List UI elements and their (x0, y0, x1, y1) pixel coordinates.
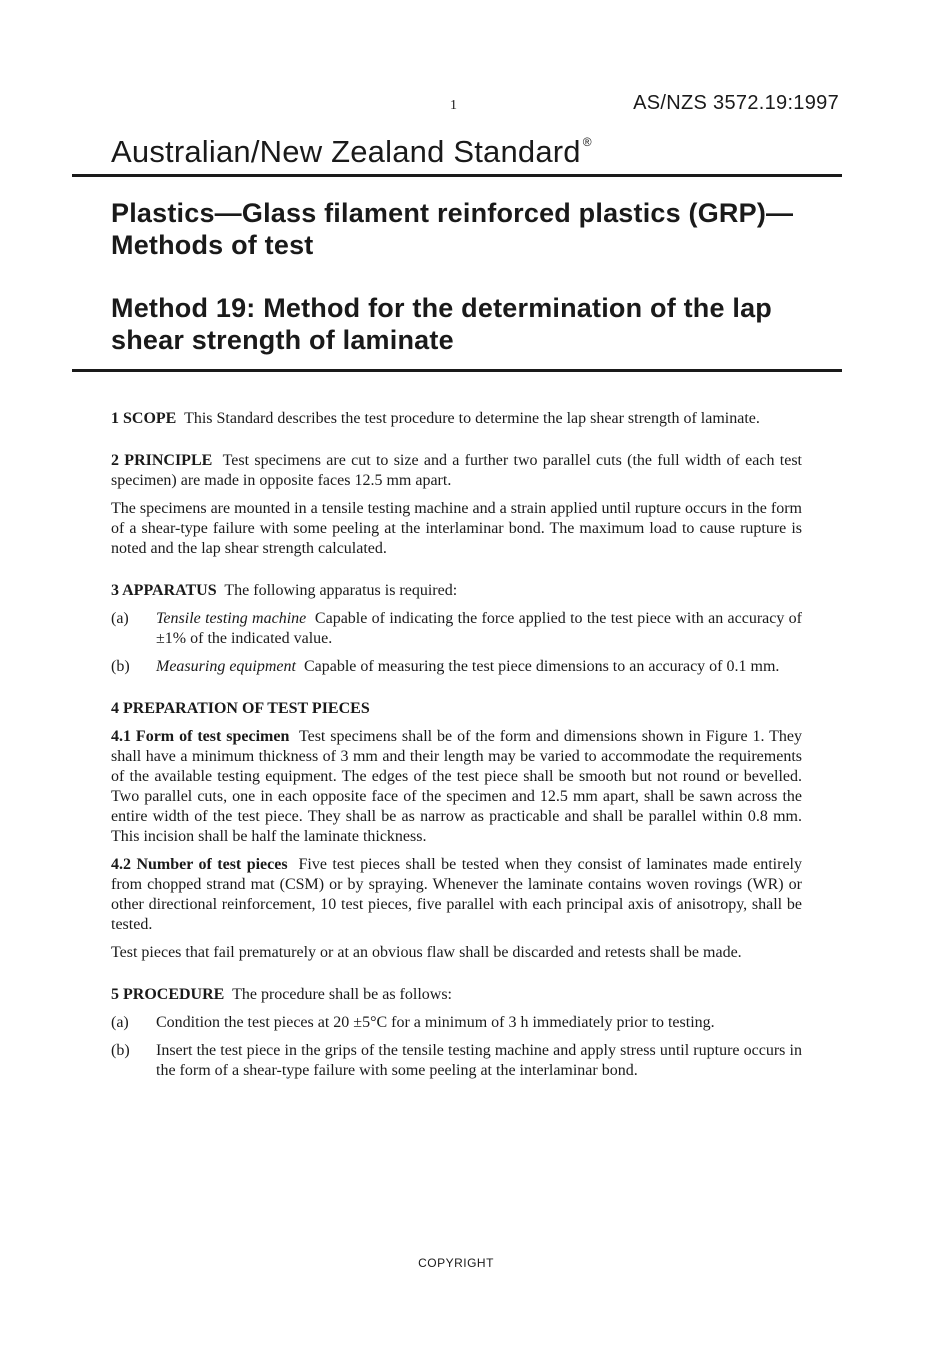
apparatus-term: Tensile testing machine (156, 610, 307, 627)
top-divider (72, 174, 842, 177)
standard-name (111, 134, 592, 170)
standard-code: AS/NZS 3572.19:1997 (633, 92, 839, 114)
procedure-intro: The procedure shall be as follows: (232, 986, 452, 1003)
apparatus-item-b (111, 657, 802, 677)
form-of-specimen-heading: 4.1 Form of test specimen (111, 728, 290, 745)
number-of-pieces-paragraph (111, 855, 802, 935)
procedure-item-b (111, 1041, 802, 1081)
list-label: (a) (111, 1014, 129, 1031)
apparatus-text: Capable of measuring the test piece dimensions to an accuracy of 0.1 mm. (303, 658, 780, 675)
title-divider (72, 369, 842, 372)
document-title: Plastics—Glass filament reinforced plastics (GRP)—Methods of test (111, 198, 794, 260)
copyright-footer: COPYRIGHT (418, 1256, 494, 1270)
apparatus-text: Capable of indicating the force applied to the test piece with an accuracy of ±1% of the indicated value. (156, 610, 803, 647)
number-of-pieces-text: Five test pieces shall be tested when they consist of laminates made entirely from chopped strand mat (CSM) or by spraying. Whenever the laminate contains woven rovings (WR) or other directional reinforcement, 10 test pieces, five parallel with each principal axis of anisotropy, shall be tested. (111, 856, 803, 933)
method-title: Method 19: Method for the determination of the lap shear strength of laminate (111, 293, 772, 355)
procedure-text: Condition the test pieces at 20 ±5°C for a minimum of 3 h immediately prior to testing. (156, 1014, 715, 1031)
retest-paragraph: Test pieces that fail prematurely or at an obvious flaw shall be discarded and retests shall be made. (111, 944, 742, 961)
form-of-specimen-text: Test specimens shall be of the form and dimensions shown in Figure 1. They shall have a minimum thickness of 3 mm and their length may be varied to accommodate the requirements of the available testing equipment. The edges of the test piece shall be smooth but not round or bevelled. Two parallel cuts, one in each opposite face of the specimen and 12.5 mm apart, shall be sawn across the entire width of the test piece. They shall be as narrow as practicable and shall be parallel within 0.8 mm. This incision shall be half the laminate thickness. (111, 728, 803, 845)
preparation-heading: 4 PREPARATION OF TEST PIECES (111, 700, 370, 717)
procedure-heading: 5 PROCEDURE (111, 986, 225, 1003)
list-label: (b) (111, 1042, 130, 1059)
apparatus-item-a (111, 609, 802, 649)
scope-heading: 1 SCOPE (111, 410, 177, 427)
principle-paragraph (111, 451, 802, 491)
apparatus-heading: 3 APPARATUS (111, 582, 217, 599)
procedure-item-a (111, 1013, 802, 1033)
form-of-specimen-paragraph (111, 727, 802, 847)
scope-text: This Standard describes the test procedure to determine the lap shear strength of laminate. (184, 410, 760, 427)
list-label: (a) (111, 610, 129, 627)
principle-text: Test specimens are cut to size and a further two parallel cuts (the full width of each test specimen) are made in opposite faces 12.5 mm apart. (111, 452, 803, 489)
document-body (111, 409, 802, 1081)
principle-paragraph-2: The specimens are mounted in a tensile testing machine and a strain applied until rupture occurs in the form of a shear-type failure with some peeling at the interlaminar bond. The maximum load to cause rupture is noted and the lap shear strength calculated. (111, 500, 802, 557)
standard-name-text: Australian/New Zealand Standard (111, 134, 581, 169)
apparatus-intro: The following apparatus is required: (224, 582, 458, 599)
number-of-pieces-heading: 4.2 Number of test pieces (111, 856, 288, 873)
apparatus-term: Measuring equipment (156, 658, 296, 675)
principle-heading: 2 PRINCIPLE (111, 452, 213, 469)
apparatus-paragraph (111, 581, 802, 601)
procedure-text: Insert the test piece in the grips of the tensile testing machine and apply stress until rupture occurs in the form of a shear-type failure with some peeling at the interlaminar bond. (156, 1042, 802, 1079)
registered-mark: ® (582, 135, 592, 149)
list-label: (b) (111, 658, 130, 675)
procedure-paragraph (111, 985, 802, 1005)
page-number: 1 (450, 98, 457, 113)
scope-paragraph (111, 409, 802, 429)
